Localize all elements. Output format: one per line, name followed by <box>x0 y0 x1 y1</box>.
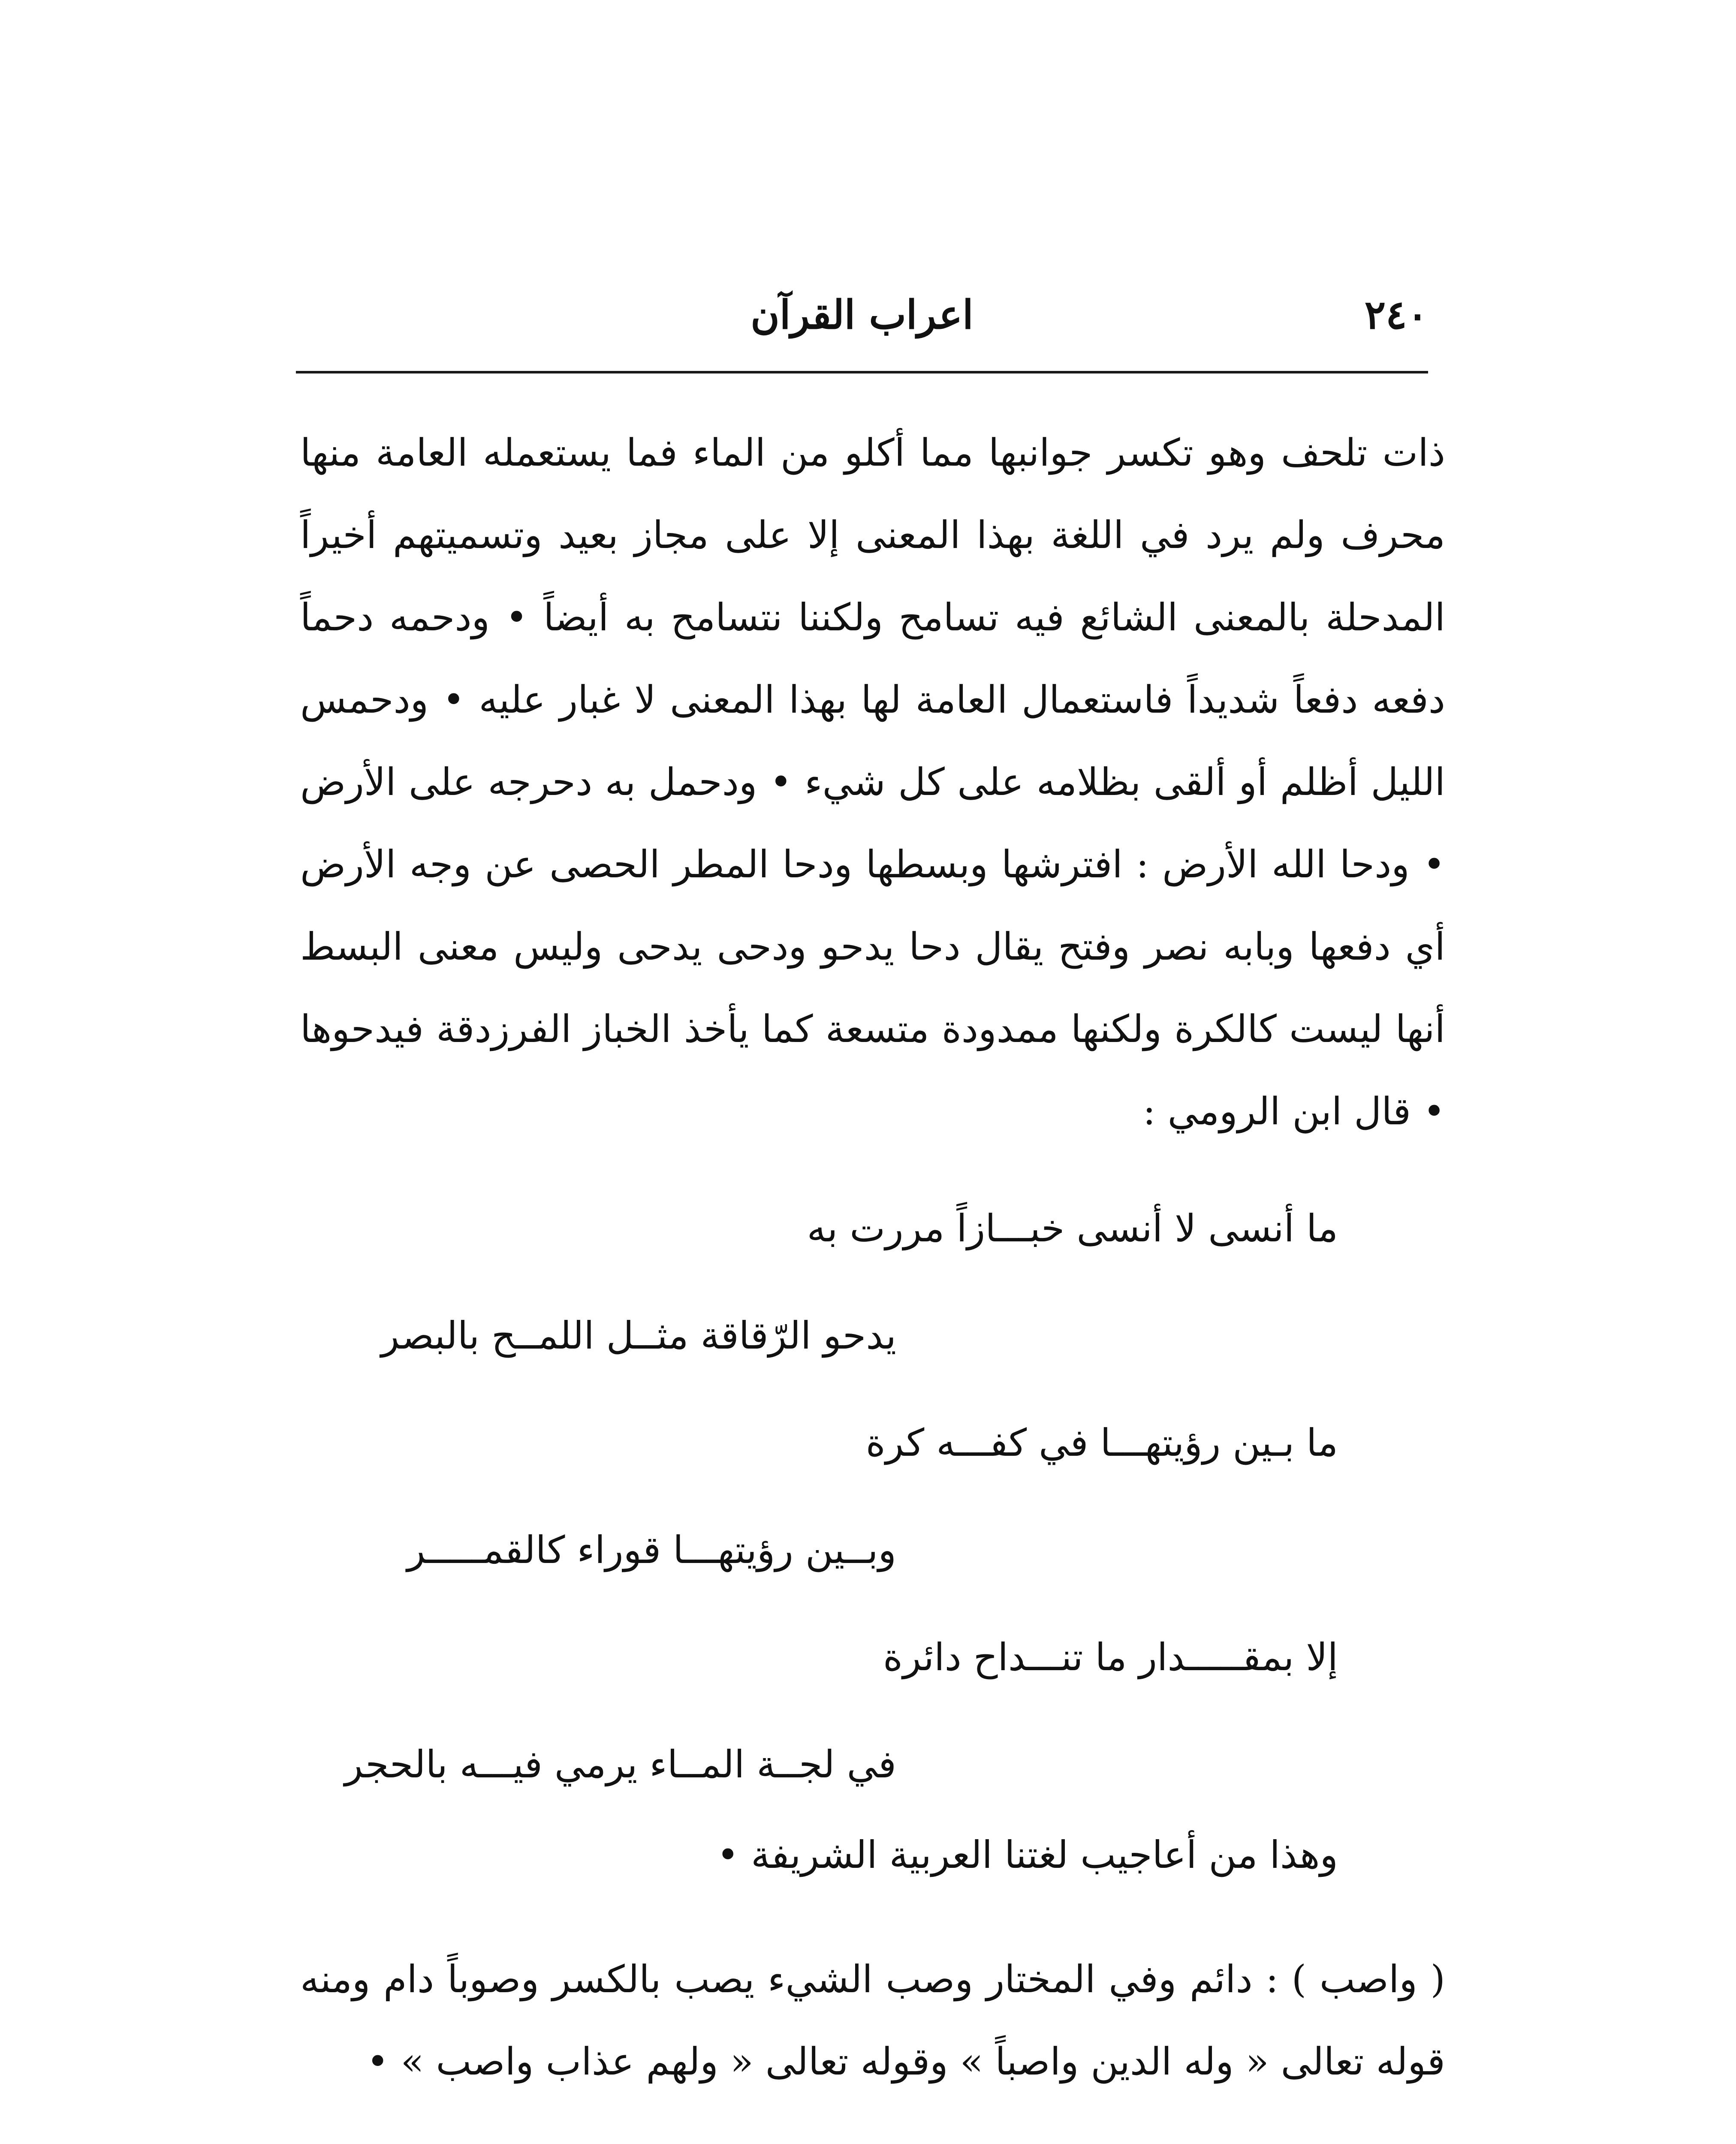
closing-line: وهذا من أعاجيب لغتنا العربية الشريفة • <box>717 1833 1338 1877</box>
main-paragraph: ذات تلحف وهو تكسر جوانبها مما أكلو من الماء فما يستعمله العامة منها محرف ولم يرد في اللغة بهذا المعنى إلا على مجاز بعيد وتسميتهم أخيراً المدحلة بالمعنى الشائع فيه تسامح ولكننا نتسامح به أيضاً • ودحمه دحماً دفعه دفعاً شديداً فاستعمال العامة لها بهذا المعنى لا غبار عليه • ودحمس الليل أظلم أو ألقى بظلامه على كل شيء • ودحمل به دحرجه على الأرض • ودحا الله الأرض : افترشها وبسطها ودحا المطر الحصى عن وجه الأرض أي دفعها وبابه نصر وفتح يقال دحا يدحو ودحى يدحى وليس معنى البسط أنها ليست كالكرة ولكنها ممدودة متسعة كما يأخذ الخباز الفرزدقة فيدحوها • قال ابن الرومي : <box>300 431 1445 1133</box>
page-number: ٢٤٠ <box>1364 292 1428 338</box>
poem-verse-3-first-hemistich: إلا بمقـــــدار ما تنـــداح دائرة <box>883 1635 1338 1679</box>
poem-verse-2-first-hemistich: ما بـين رؤيتهـــا في كفـــه كرة <box>865 1421 1338 1465</box>
poem-verse-1-second-hemistich: يدحو الرّقاقة مثــل اللمــح بالبصر <box>381 1313 896 1358</box>
poem-block <box>300 1175 1445 1818</box>
page-header <box>296 274 1428 364</box>
header-rule <box>296 371 1428 373</box>
entry-paragraph: ( واصب ) : دائم وفي المختار وصب الشيء يصب بالكسر وصوباً دام ومنه قوله تعالى « وله الدين واصباً » وقوله تعالى « ولهم عذاب واصب » • <box>300 1957 1445 2084</box>
poem-verse-1-first-hemistich: ما أنسى لا أنسى خبـــازاً مررت به <box>807 1206 1338 1250</box>
poem-verse-3-second-hemistich: في لجــة المــاء يرمي فيـــه بالحجر <box>344 1742 896 1786</box>
poem-verse-2-second-hemistich: وبــين رؤيتهـــا قوراء كالقمـــــر <box>407 1528 896 1572</box>
running-title: اعراب القرآن <box>750 292 973 338</box>
